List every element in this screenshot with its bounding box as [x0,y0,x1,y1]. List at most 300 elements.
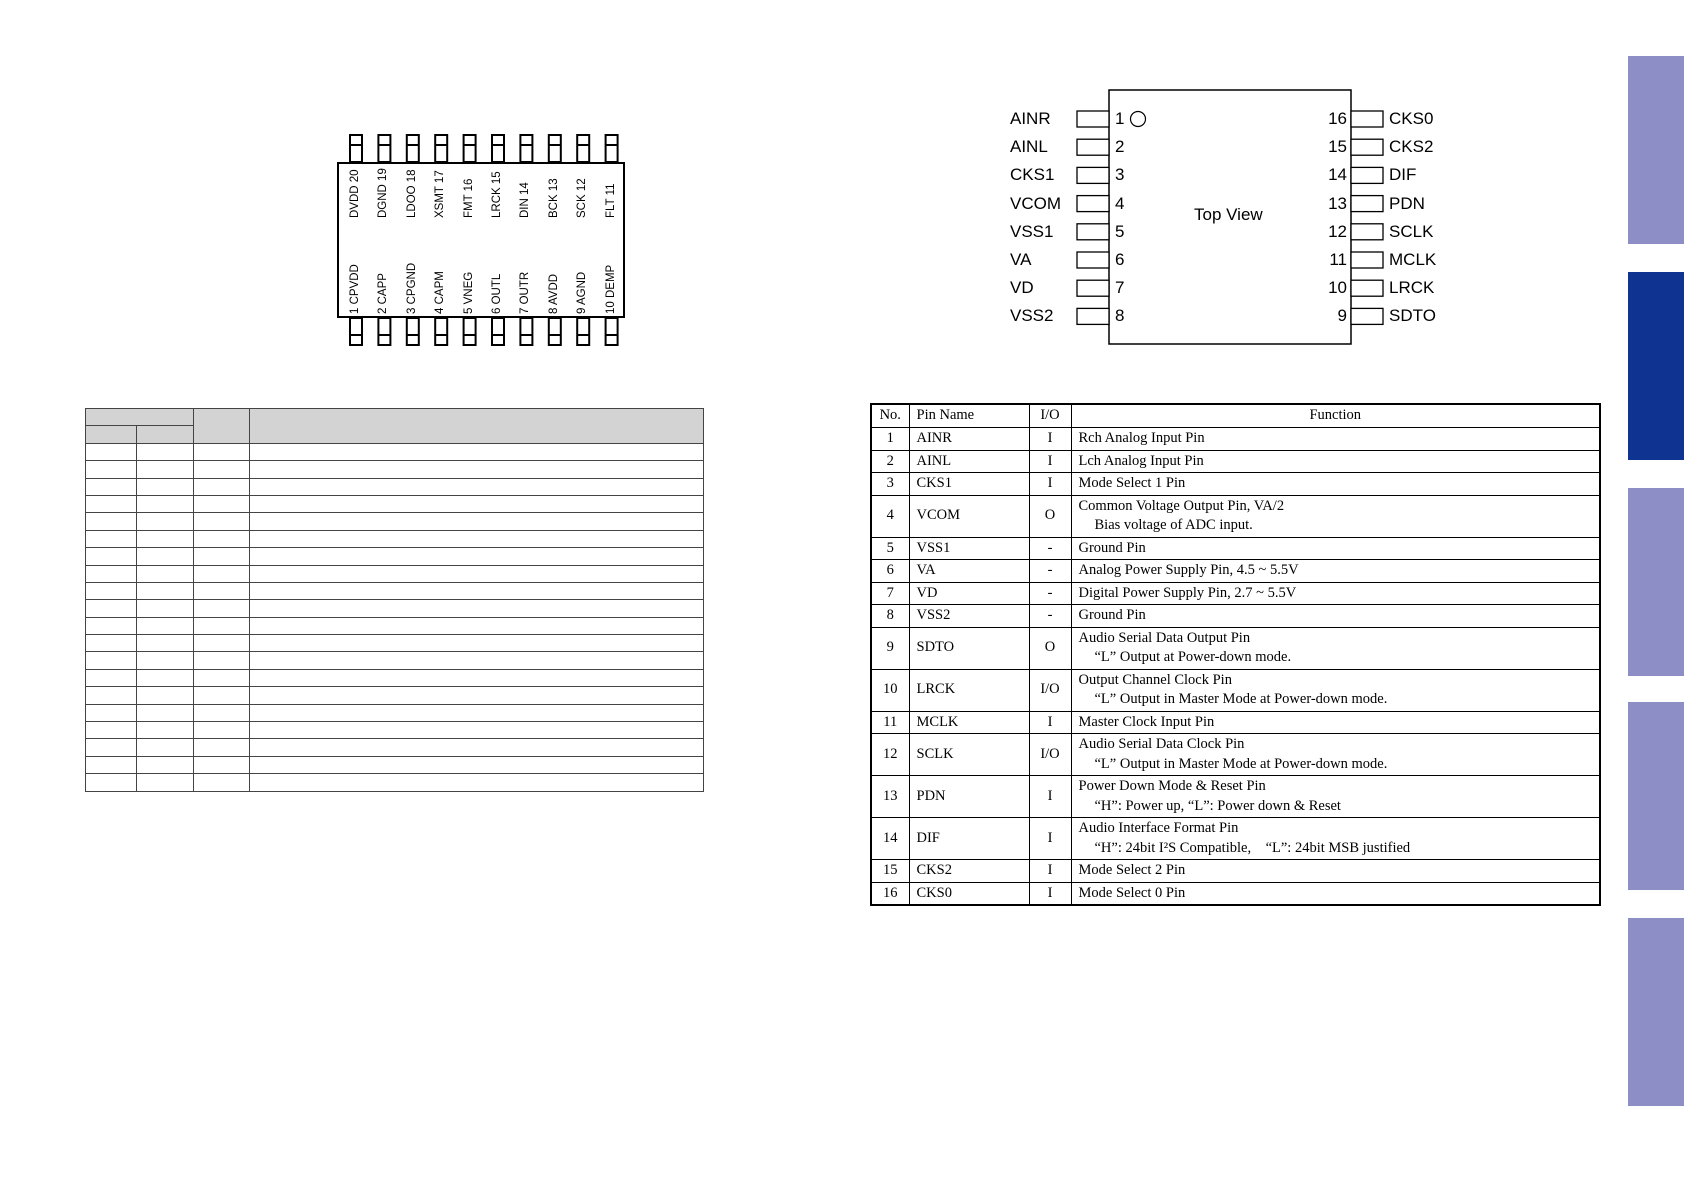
ic20-pin-bottom [492,318,504,345]
ic20-bottom-pin-label: 1 CPVDD [349,264,361,314]
pin-name-cell: CKS2 [909,860,1029,883]
pin-io-cell: I [1029,860,1071,883]
function-text: Mode Select 2 Pin [1078,862,1186,878]
table-row [871,428,1600,451]
pin-function-cell [1071,818,1600,860]
pin-name-cell: SCLK [909,734,1029,776]
ic20-top-pin-label: FLT 11 [604,183,617,218]
pin-name-cell: VA [909,560,1029,583]
table-cell [86,582,137,599]
pin-function-cell [1071,495,1600,537]
ic20-bottom-pin-label: 9 AGND [576,271,589,314]
table-cell [194,774,250,791]
ic20-pin-bottom [464,318,476,345]
table-cell [194,704,250,721]
side-tab-3[interactable] [1628,488,1684,676]
table-row [871,818,1600,860]
table-cell [86,565,137,582]
table-cell [137,600,194,617]
table-cell [137,739,194,756]
table-cell [86,704,137,721]
header-cell [250,409,704,444]
ic16-pin-right [1351,167,1383,183]
table-cell [86,600,137,617]
pin-io-cell: I [1029,473,1071,496]
table-cell [250,548,704,565]
table-cell [250,513,704,530]
table-row [871,495,1600,537]
ic16-pin-left [1077,252,1109,268]
table-row [871,669,1600,711]
pin-function-cell [1071,860,1600,883]
table-cell [86,739,137,756]
pin-function-cell [1071,428,1600,451]
pin-name-cell: SDTO [909,627,1029,669]
ic16-right-pin-number: 14 [1328,165,1347,185]
ic16-right-pin-number: 9 [1337,306,1347,326]
ic16-pin-right [1351,139,1383,155]
table-cell [86,687,137,704]
function-text: Mode Select 0 Pin [1078,884,1186,901]
table-cell [194,548,250,565]
table-cell [194,669,250,686]
ic16-right-pin-number: 13 [1328,193,1347,213]
table-cell [137,565,194,582]
ic16-left-pin-number: 2 [1115,137,1125,157]
function-subtext: “H”: Power up, “L”: Power down & Reset [1094,797,1341,814]
ic16-left-pin-name: CKS1 [1010,165,1055,185]
ic20-pin-bottom [350,318,362,345]
empty-pin-table [85,408,704,792]
ic20-pin-bottom [378,318,390,345]
function-subtext: Bias voltage of ADC input. [1094,517,1253,533]
table-row [871,711,1600,734]
ic20-top-pin-label: BCK 13 [547,178,560,218]
ic16-left-pin-name: VSS1 [1010,221,1054,241]
ic16-left-pin-number: 6 [1115,250,1125,269]
header-cell [86,426,137,443]
table-row [871,450,1600,473]
side-tab-5[interactable] [1628,918,1684,1106]
ic16-pin-right [1351,252,1383,268]
function-text: Ground Pin [1078,607,1146,623]
table-cell [86,617,137,634]
function-text: Rch Analog Input Pin [1078,430,1205,446]
ic20-bottom-pin-label: 6 OUTL [491,273,503,314]
header-no: No. [871,404,909,428]
table-row [871,627,1600,669]
ic16-pin-right [1351,308,1383,324]
ic16-right-pin-number: 16 [1328,109,1347,128]
ic20-top-pin-label: DVDD 20 [349,169,361,218]
function-text: Audio Interface Format Pin [1078,820,1239,836]
ic16-pin-right [1351,280,1383,296]
table-cell [86,774,137,791]
pin-name-cell: LRCK [909,669,1029,711]
ic16-pin-left [1077,167,1109,183]
pin-io-cell: I [1029,818,1071,860]
function-subtext: “L” Output in Master Mode at Power-down mode. [1094,691,1388,707]
table-cell [86,669,137,686]
pin-number-cell: 9 [871,627,909,669]
table-cell [137,617,194,634]
table-cell [194,635,250,652]
ic20-bottom-pin-label: 5 VNEG [462,271,475,314]
ic20-pin-top [606,135,618,162]
ic20-pin-top [378,135,390,162]
table-row [86,565,704,582]
ic20-top-pin-label: LRCK 15 [491,171,503,218]
pin-function-cell [1071,734,1600,776]
function-subtext: “L” Output at Power-down mode. [1094,649,1292,665]
table-cell [137,443,194,460]
table-cell [194,461,250,478]
pin-number-cell: 12 [871,734,909,776]
pin-name-cell: PDN [909,776,1029,818]
pin-number-cell: 1 [871,428,909,451]
pin-io-cell: I [1029,882,1071,905]
function-subtext: “H”: 24bit I²S Compatible, “L”: 24bit MSB justified [1094,839,1411,856]
table-cell [250,478,704,495]
table-row [86,756,704,773]
ic20-pin-top [464,135,476,162]
ic20-top-pin-label: SCK 12 [576,178,589,218]
pin-io-cell: - [1029,560,1071,583]
table-cell [137,461,194,478]
ic20-bottom-pin-label: 4 CAPM [434,271,447,314]
table-cell [194,652,250,669]
table-row [86,443,704,460]
pin-number-cell: 4 [871,495,909,537]
table-cell [86,756,137,773]
ic20-bottom-pin-label: 2 CAPP [377,273,390,314]
table-cell [250,565,704,582]
side-tab-2-active[interactable] [1628,272,1684,460]
table-cell [250,704,704,721]
table-cell [250,443,704,460]
ic16-right-pin-number: 15 [1328,137,1347,157]
table-cell [250,739,704,756]
function-text: Analog Power Supply Pin, 4.5 ~ 5.5V [1078,562,1299,578]
ic16-pin-left [1077,196,1109,212]
header-io: I/O [1029,404,1071,428]
ic16-left-pin-name: AINL [1010,137,1048,157]
ic20-pin-top [350,135,362,162]
table-row [871,734,1600,776]
ic20-bottom-pin-label: 3 CPGND [405,262,418,314]
ic16-right-pin-number: 12 [1328,221,1347,241]
pin-function-cell [1071,560,1600,583]
table-cell [137,530,194,547]
table-row [871,537,1600,560]
table-cell [194,495,250,512]
ic16-left-pin-number: 5 [1115,221,1125,241]
header-cell [194,409,250,444]
pin-number-cell: 16 [871,882,909,905]
ic-16pin-diagram [1000,85,1460,355]
table-cell [137,582,194,599]
pin-function-cell [1071,473,1600,496]
table-cell [86,478,137,495]
table-cell [194,443,250,460]
ic16-right-pin-name: MCLK [1389,250,1437,269]
header-function: Function [1071,404,1600,428]
header-cell [86,409,194,426]
table-cell [194,756,250,773]
pin-function-table [870,403,1601,906]
pin-io-cell: O [1029,627,1071,669]
ic16-right-pin-number: 10 [1328,278,1347,298]
table-cell [137,495,194,512]
ic16-left-pin-name: VA [1010,250,1032,269]
pin-name-cell: CKS0 [909,882,1029,905]
function-text: Ground Pin [1078,539,1146,556]
ic16-pin-left [1077,224,1109,240]
pin-name-cell: MCLK [909,711,1029,734]
table-row [86,687,704,704]
pin-number-cell: 6 [871,560,909,583]
ic16-pin-right [1351,224,1383,240]
table-cell [250,495,704,512]
ic20-pin-bottom [549,318,561,345]
ic-20pin-outline [320,130,640,350]
pin-io-cell: I [1029,776,1071,818]
ic16-left-pin-number: 7 [1115,278,1125,298]
pin-io-cell: - [1029,582,1071,605]
pin-function-cell [1071,582,1600,605]
table-row [871,882,1600,905]
pin-io-cell: I [1029,711,1071,734]
ic20-pin-bottom [577,318,589,345]
table-row [871,605,1600,628]
table-row [86,513,704,530]
ic20-pin-bottom [407,318,419,345]
table-row [86,600,704,617]
ic20-top-pin-label: DIN 14 [519,182,532,218]
function-text: Master Clock Input Pin [1078,713,1215,730]
pin-io-cell: I [1029,428,1071,451]
pin-number-cell: 8 [871,605,909,628]
pin-name-cell: CKS1 [909,473,1029,496]
ic20-top-pin-label: FMT 16 [462,178,475,218]
ic20-bottom-pin-label: 10 DEMP [604,264,617,314]
ic20-top-pin-label: XSMT 17 [434,170,447,218]
ic16-left-pin-name: VD [1010,278,1034,298]
ic20-bottom-pin-label: 8 AVDD [547,273,560,314]
table-cell [86,495,137,512]
ic16-left-pin-number: 8 [1115,306,1125,326]
table-cell [194,565,250,582]
table-row [86,774,704,791]
function-text: Audio Serial Data Output Pin [1078,629,1251,646]
table-cell [137,635,194,652]
top-view-label: Top View [1194,205,1263,224]
function-text: Power Down Mode & Reset Pin [1078,778,1266,794]
table-cell [250,600,704,617]
ic20-pin-top [492,135,504,162]
table-row [86,478,704,495]
function-text: Common Voltage Output Pin, VA/2 [1078,497,1285,514]
table-row [86,530,704,547]
side-tab-1[interactable] [1628,56,1684,244]
pin-number-cell: 3 [871,473,909,496]
ic20-pin-bottom [520,318,532,345]
ic16-right-pin-name: LRCK [1389,278,1435,298]
table-row [86,495,704,512]
table-row [86,739,704,756]
ic16-pin-right [1351,111,1383,127]
pin-function-cell [1071,537,1600,560]
pin-name-cell: VD [909,582,1029,605]
ic16-left-pin-name: AINR [1010,109,1051,128]
table-cell [137,722,194,739]
pin-number-cell: 14 [871,818,909,860]
pin-name-cell: AINL [909,450,1029,473]
table-cell [250,635,704,652]
ic16-right-pin-name: CKS2 [1389,137,1434,157]
ic16-right-pin-number: 11 [1329,250,1347,269]
ic20-pin-bottom [435,318,447,345]
pin-function-cell [1071,605,1600,628]
function-text: Mode Select 1 Pin [1078,475,1186,491]
pin-function-cell [1071,882,1600,905]
table-cell [250,774,704,791]
ic16-right-pin-name: CKS0 [1389,109,1434,128]
ic16-right-pin-name: DIF [1389,165,1417,185]
pin-function-cell [1071,711,1600,734]
header-cell [137,426,194,443]
ic20-pin-bottom [606,318,618,345]
table-cell [137,548,194,565]
table-row [86,722,704,739]
table-cell [86,443,137,460]
pin-name-cell: VSS1 [909,537,1029,560]
function-text: Output Channel Clock Pin [1078,671,1232,688]
table-row [871,582,1600,605]
table-cell [86,530,137,547]
pin-function-cell [1071,627,1600,669]
pin-io-cell: - [1029,605,1071,628]
table-cell [194,600,250,617]
pin-io-cell: I/O [1029,669,1071,711]
pin-number-cell: 15 [871,860,909,883]
ic16-left-pin-name: VSS2 [1010,306,1054,326]
table-row [871,473,1600,496]
table-row [86,704,704,721]
table-cell [137,478,194,495]
table-cell [194,722,250,739]
ic16-pin-left [1077,308,1109,324]
pin-name-cell: VSS2 [909,605,1029,628]
ic16-left-pin-name: VCOM [1010,193,1061,213]
pin1-marker-icon [1131,112,1146,127]
ic16-left-pin-number: 4 [1115,193,1125,213]
function-text: Lch Analog Input Pin [1078,452,1204,469]
ic20-pin-top [577,135,589,162]
pin-name-cell: DIF [909,818,1029,860]
table-row [871,560,1600,583]
table-cell [250,669,704,686]
table-cell [194,739,250,756]
table-cell [250,582,704,599]
table-row [86,617,704,634]
pin-name-cell: AINR [909,428,1029,451]
ic20-pin-top [435,135,447,162]
table-cell [194,617,250,634]
ic16-left-pin-number: 1 [1115,109,1125,128]
table-row [86,669,704,686]
ic16-pin-left [1077,139,1109,155]
header-pin-name: Pin Name [909,404,1029,428]
table-cell [137,704,194,721]
side-tab-4[interactable] [1628,702,1684,890]
ic20-top-pin-label: DGND 19 [377,168,390,218]
table-row [86,461,704,478]
table-row [86,548,704,565]
ic20-pin-top [520,135,532,162]
table-row [871,860,1600,883]
pin-number-cell: 10 [871,669,909,711]
table-row [871,776,1600,818]
table-cell [250,461,704,478]
pin-number-cell: 13 [871,776,909,818]
table-cell [194,478,250,495]
table-row [86,582,704,599]
table-cell [86,722,137,739]
pin-io-cell: - [1029,537,1071,560]
table-cell [250,530,704,547]
pin-number-cell: 2 [871,450,909,473]
table-cell [137,669,194,686]
function-text: Audio Serial Data Clock Pin [1078,736,1245,752]
pin-number-cell: 11 [871,711,909,734]
table-cell [194,687,250,704]
pin-io-cell: I/O [1029,734,1071,776]
table-cell [86,635,137,652]
table-cell [250,687,704,704]
table-cell [137,774,194,791]
pin-number-cell: 5 [871,537,909,560]
ic20-bottom-pin-label: 7 OUTR [519,271,532,314]
ic20-top-pin-label: LDOO 18 [405,169,418,218]
table-cell [194,513,250,530]
table-cell [250,652,704,669]
ic-20pin-diagram [320,130,640,350]
pin-function-cell [1071,669,1600,711]
table-cell [86,548,137,565]
pin-name-cell: VCOM [909,495,1029,537]
table-cell [250,756,704,773]
ic16-right-pin-name: SDTO [1389,306,1436,326]
ic20-pin-top [549,135,561,162]
ic16-pin-left [1077,111,1109,127]
pin-function-cell [1071,776,1600,818]
table-cell [250,617,704,634]
table-cell [137,652,194,669]
table-cell [137,756,194,773]
table-cell [137,687,194,704]
ic16-right-pin-name: PDN [1389,193,1425,213]
table-cell [194,582,250,599]
ic16-pin-right [1351,196,1383,212]
table-cell [250,722,704,739]
table-row [86,652,704,669]
table-cell [137,513,194,530]
table-cell [86,652,137,669]
function-text: Digital Power Supply Pin, 2.7 ~ 5.5V [1078,584,1297,601]
pin-number-cell: 7 [871,582,909,605]
table-row [86,635,704,652]
